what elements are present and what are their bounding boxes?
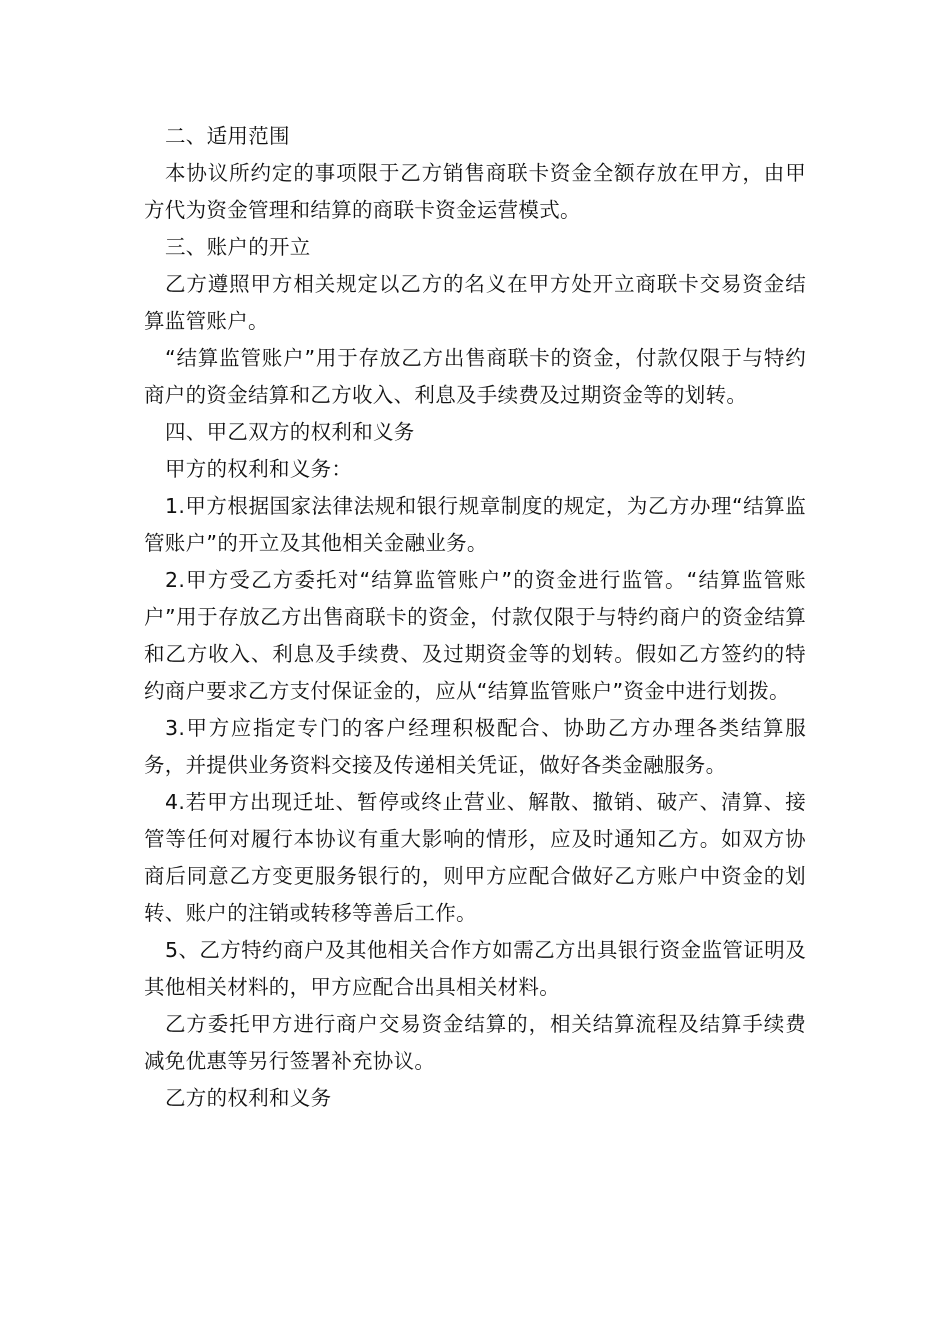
- document-body: [144, 118, 806, 1117]
- list-item-1: 1.甲方根据国家法律法规和银行规章制度的规定，为乙方办理“结算监管账户”的开立及其他相关金融业务。: [144, 494, 806, 555]
- subheading-party-a: 甲方的权利和义务：: [165, 457, 353, 481]
- subheading-party-b: 乙方的权利和义务: [165, 1086, 332, 1110]
- paragraph-settlement-note: 乙方委托甲方进行商户交易资金结算的，相关结算流程及结算手续费减免优惠等另行签署补充协议。: [144, 1012, 806, 1073]
- paragraph-account-usage: “结算监管账户”用于存放乙方出售商联卡的资金，付款仅限于与特约商户的资金结算和乙方收入、利息及手续费及过期资金等的划转。: [144, 346, 806, 407]
- list-item-5: 5、乙方特约商户及其他相关合作方如需乙方出具银行资金监管证明及其他相关材料的，甲方应配合出具相关材料。: [144, 938, 806, 999]
- section-heading-scope: 二、适用范围: [165, 124, 290, 148]
- paragraph-scope: 本协议所约定的事项限于乙方销售商联卡资金全额存放在甲方，由甲方代为资金管理和结算的商联卡资金运营模式。: [144, 161, 806, 222]
- list-item-3: 3.甲方应指定专门的客户经理积极配合、协助乙方办理各类结算服务，并提供业务资料交接及传递相关凭证，做好各类金融服务。: [144, 716, 806, 777]
- list-item-2: 2.甲方受乙方委托对“结算监管账户”的资金进行监管。“结算监管账户”用于存放乙方出售商联卡的资金，付款仅限于与特约商户的资金结算和乙方收入、利息及手续费、及过期资金等的划转。假如乙方签约的特约商户要求乙方支付保证金的，应从“结算监管账户”资金中进行划拨。: [144, 568, 806, 703]
- paragraph-account-opening: 乙方遵照甲方相关规定以乙方的名义在甲方处开立商联卡交易资金结算监管账户。: [144, 272, 806, 333]
- list-item-4: 4.若甲方出现迁址、暂停或终止营业、解散、撤销、破产、清算、接管等任何对履行本协议有重大影响的情形，应及时通知乙方。如双方协商后同意乙方变更服务银行的，则甲方应配合做好乙方账户中资金的划转、账户的注销或转移等善后工作。: [144, 790, 806, 925]
- section-heading-rights-obligations: 四、甲乙双方的权利和义务: [165, 420, 415, 444]
- section-heading-account-opening: 三、账户的开立: [165, 235, 311, 259]
